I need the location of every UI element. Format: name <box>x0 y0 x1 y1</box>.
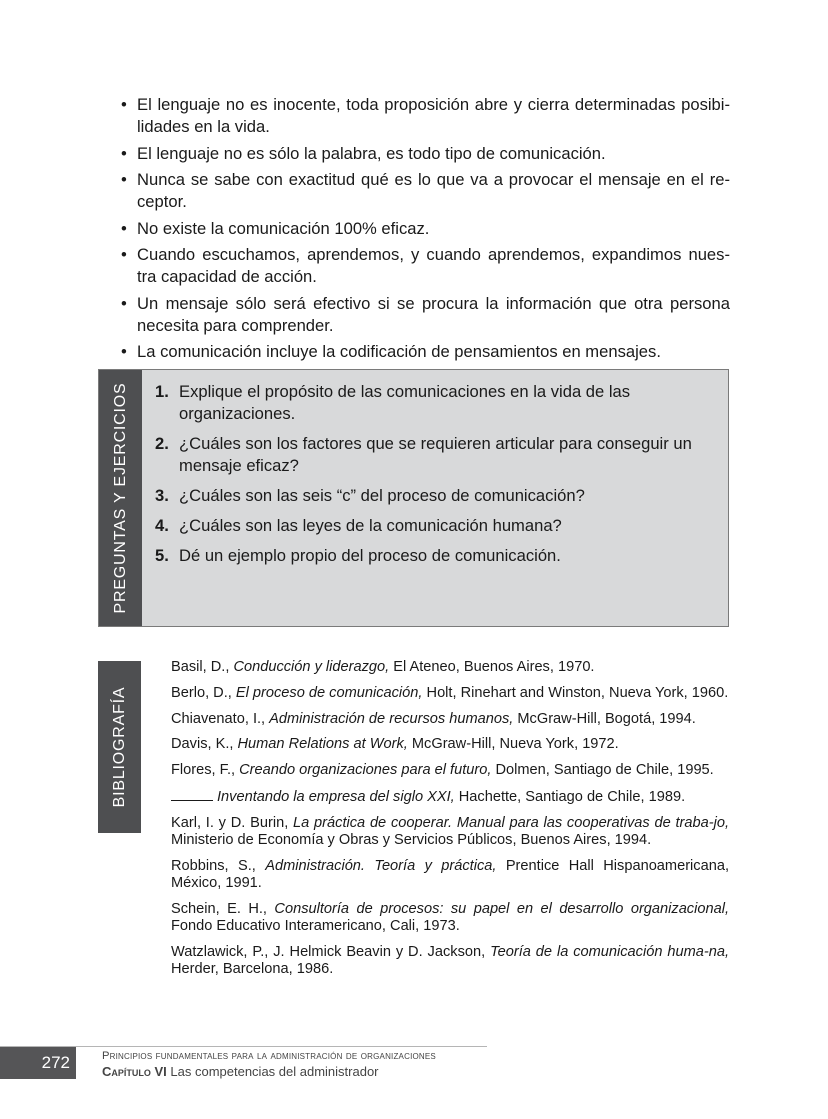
question-item <box>153 485 713 507</box>
bullet-text: El lenguaje no es inocente, toda proposición abre y cierra determinadas posibi-lidades en la vida. <box>137 95 730 136</box>
ditto-blank-line <box>171 788 213 801</box>
chapter-title: Las competencias del administrador <box>166 1064 379 1079</box>
bullet-item <box>120 341 730 363</box>
bullet-text: Cuando escuchamos, aprendemos, y cuando aprendemos, expandimos nues-tra capacidad de acción. <box>137 245 730 286</box>
bibliography-entry <box>171 711 729 728</box>
entry-title: Consultoría de procesos: su papel en el desarrollo organizacional, <box>274 900 729 917</box>
bibliography-list <box>171 659 729 987</box>
entry-title: Creando organizaciones para el futuro, <box>239 762 492 779</box>
question-number: 2. <box>155 434 169 453</box>
bibliography-label: BIBLIOGRAFÍA <box>110 686 128 808</box>
entry-author: Karl, I. y D. Burin, <box>171 814 294 831</box>
entry-publisher: Holt, Rinehart and Winston, Nueva York, 1960. <box>422 684 729 701</box>
bullet-dot: • <box>121 342 127 361</box>
entry-author: Davis, K., <box>171 736 238 753</box>
entry-title: Teoría de la comunicación huma-na, <box>490 943 730 960</box>
entry-publisher: Prentice Hall Hispanoamericana, México, 1991. <box>171 857 730 891</box>
running-chapter <box>102 1064 379 1079</box>
question-item <box>153 433 713 477</box>
chapter-label: Capítulo VI <box>102 1064 167 1079</box>
bullet-item <box>120 143 730 165</box>
entry-publisher: Hachette, Santiago de Chile, 1989. <box>454 788 686 805</box>
bullet-item <box>120 169 730 213</box>
questions-box <box>98 369 729 627</box>
entry-author: Flores, F., <box>171 762 240 779</box>
bullet-dot: • <box>121 293 127 313</box>
bibliography-entry <box>171 736 729 753</box>
questions-label: PREGUNTAS Y EJERCICIOS <box>111 382 129 614</box>
bullet-item <box>120 94 730 138</box>
bibliography-entry <box>171 815 729 849</box>
bullet-dot: • <box>121 170 127 189</box>
bullet-text: Nunca se sabe con exactitud qué es lo que va a provocar el mensaje en el re-ceptor. <box>137 170 730 211</box>
question-number: 5. <box>155 546 169 565</box>
bibliography-entry <box>171 788 729 806</box>
bullet-text: Un mensaje sólo será efectivo si se procura la información que otra persona necesita para comprender. <box>137 293 730 335</box>
entry-title: Administración. Teoría y práctica, <box>265 857 497 874</box>
question-text: Dé un ejemplo propio del proceso de comunicación. <box>179 546 561 565</box>
question-item <box>153 381 713 425</box>
bullet-text: El lenguaje no es sólo la palabra, es todo tipo de comunicación. <box>137 143 606 163</box>
bullet-list <box>120 94 730 368</box>
entry-publisher: El Ateneo, Buenos Aires, 1970. <box>389 659 595 675</box>
bullet-dot: • <box>121 218 127 238</box>
entry-title: Administración de recursos humanos, <box>269 710 514 727</box>
question-text: ¿Cuáles son las leyes de la comunicación humana? <box>179 516 562 535</box>
bullet-text: No existe la comunicación 100% eficaz. <box>137 218 430 238</box>
questions-list <box>153 381 713 575</box>
running-title: Principios fundamentales para la administración de organizaciones <box>102 1050 436 1062</box>
entry-title: Human Relations at Work, <box>237 736 408 753</box>
entry-author: Watzlawick, P., J. Helmick Beavin y D. Jackson, <box>171 943 491 960</box>
entry-author: Berlo, D., <box>171 684 236 701</box>
entry-publisher: Fondo Educativo Interamericano, Cali, 1973. <box>171 917 460 934</box>
page-number: 272 <box>0 1047 76 1079</box>
bullet-item <box>120 293 730 337</box>
entry-author: Schein, E. H., <box>171 900 275 917</box>
entry-title: Conducción y liderazgo, <box>233 659 390 675</box>
entry-title: Inventando la empresa del siglo XXI, <box>217 788 455 805</box>
questions-tab <box>99 370 142 626</box>
bibliography-tab <box>98 661 141 833</box>
entry-publisher: Ministerio de Economía y Obras y Servicios Públicos, Buenos Aires, 1994. <box>171 831 652 848</box>
bullet-item <box>120 218 730 240</box>
question-text: Explique el propósito de las comunicaciones en la vida de las organizaciones. <box>179 382 631 423</box>
question-number: 1. <box>155 382 169 401</box>
entry-author: Chiavenato, I., <box>171 710 270 727</box>
question-number: 4. <box>155 516 169 535</box>
question-text: ¿Cuáles son los factores que se requieren articular para conseguir un mensaje eficaz? <box>179 434 692 475</box>
question-item <box>153 515 713 537</box>
entry-author: Robbins, S., <box>171 857 266 874</box>
bullet-dot: • <box>121 95 127 114</box>
bullet-text: La comunicación incluye la codificación de pensamientos en mensajes. <box>137 342 661 361</box>
entry-publisher: McGraw-Hill, Bogotá, 1994. <box>513 710 696 727</box>
entry-publisher: Herder, Barcelona, 1986. <box>171 960 334 977</box>
entry-publisher: Dolmen, Santiago de Chile, 1995. <box>491 762 714 779</box>
bullet-item <box>120 244 730 288</box>
question-number: 3. <box>155 486 169 505</box>
bullet-dot: • <box>121 143 127 163</box>
bibliography-entry <box>171 762 729 779</box>
bibliography-entry <box>171 944 729 978</box>
bullet-dot: • <box>121 245 127 264</box>
bibliography-entry <box>171 659 729 676</box>
entry-title: La práctica de cooperar. Manual para las cooperativas de traba-jo, <box>293 814 729 831</box>
question-item <box>153 545 713 567</box>
entry-author: Basil, D., <box>171 659 234 675</box>
entry-publisher: McGraw-Hill, Nueva York, 1972. <box>407 736 619 753</box>
bibliography-entry <box>171 901 729 935</box>
bibliography-entry <box>171 685 729 702</box>
bibliography-entry <box>171 858 729 892</box>
entry-title: El proceso de comunicación, <box>235 684 423 701</box>
question-text: ¿Cuáles son las seis “c” del proceso de comunicación? <box>179 486 585 505</box>
